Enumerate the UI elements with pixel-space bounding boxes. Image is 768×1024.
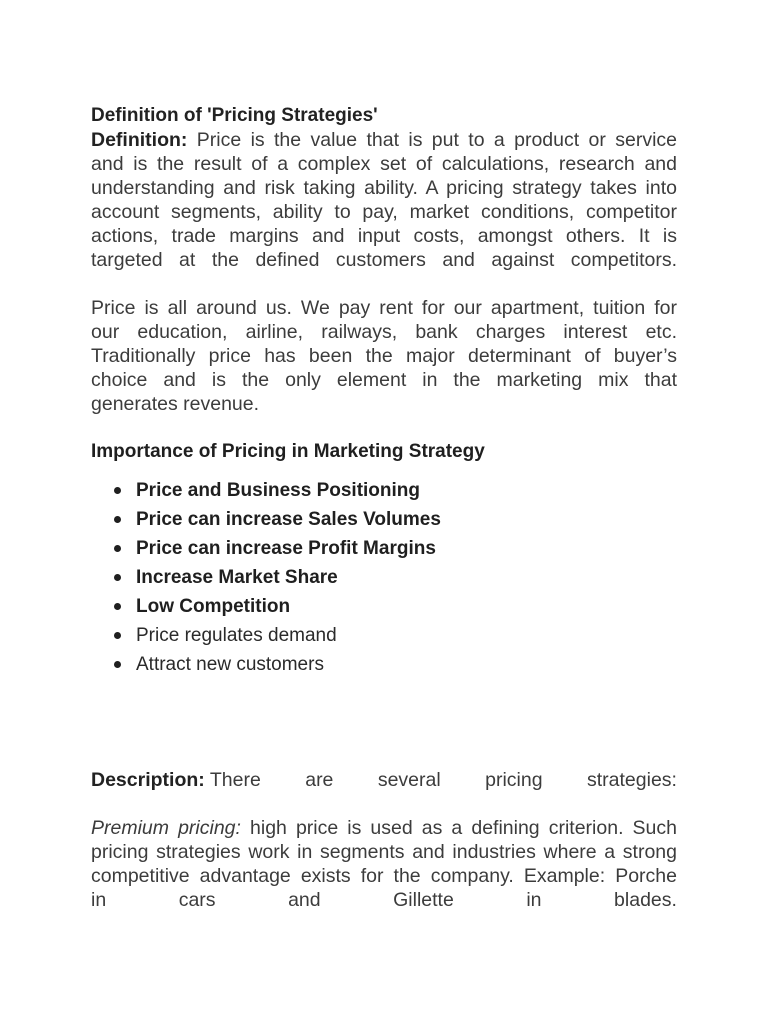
- premium-line-1: Premium pricing: high price is used as a defining criterion. Such: [91, 817, 677, 839]
- definition-line-4: account segments, ability to pay, market conditions, competitor: [91, 201, 677, 223]
- list-item: Price can increase Profit Margins: [91, 534, 677, 563]
- definition-line-1: Definition: Price is the value that is put to a product or service: [91, 129, 677, 151]
- list-item: Price and Business Positioning: [91, 476, 677, 505]
- price-line-5: generates revenue.: [91, 393, 260, 415]
- list-item: Attract new customers: [91, 650, 677, 679]
- bullet-icon: [114, 632, 121, 639]
- definition-line-2: and is the result of a complex set of calculations, research and: [91, 153, 677, 175]
- price-line-1: Price is all around us. We pay rent for our apartment, tuition for: [91, 297, 677, 319]
- document-page: [91, 104, 677, 912]
- description-lead: Description:: [91, 769, 205, 791]
- description-line: Description: There are several pricing strategies:: [91, 769, 677, 791]
- price-line-4: choice and is the only element in the marketing mix that: [91, 369, 677, 391]
- premium-line-3: competitive advantage exists for the company. Example: Porche: [91, 865, 677, 887]
- definition-paragraph: [91, 128, 677, 272]
- price-paragraph: [91, 296, 677, 416]
- price-line-2: our education, airline, railways, bank charges interest etc.: [91, 321, 677, 343]
- bullet-icon: [114, 603, 121, 610]
- premium-line-2: pricing strategies work in segments and industries where a strong: [91, 841, 677, 863]
- definition-line-6: targeted at the defined customers and against competitors.: [91, 249, 677, 271]
- bullet-icon: [114, 574, 121, 581]
- definition-line-3: understanding and risk taking ability. A pricing strategy takes into: [91, 177, 677, 199]
- bullet-icon: [114, 545, 121, 552]
- bullet-icon: [114, 516, 121, 523]
- bullet-icon: [114, 661, 121, 668]
- definition-lead: Definition:: [91, 129, 188, 151]
- list-item: Price regulates demand: [91, 621, 677, 650]
- bullet-icon: [114, 487, 121, 494]
- importance-list: [91, 476, 677, 679]
- importance-heading: Importance of Pricing in Marketing Strategy: [91, 441, 485, 462]
- document-title: Definition of 'Pricing Strategies': [91, 105, 378, 126]
- list-item: Price can increase Sales Volumes: [91, 505, 677, 534]
- premium-lead: Premium pricing:: [91, 817, 241, 839]
- list-item: Increase Market Share: [91, 563, 677, 592]
- definition-line-5: actions, trade margins and input costs, amongst others. It is: [91, 225, 677, 247]
- list-item: Low Competition: [91, 592, 677, 621]
- premium-paragraph: [91, 816, 677, 912]
- price-line-3: Traditionally price has been the major determinant of buyer’s: [91, 345, 677, 367]
- premium-line-4: in cars and Gillette in blades.: [91, 889, 677, 911]
